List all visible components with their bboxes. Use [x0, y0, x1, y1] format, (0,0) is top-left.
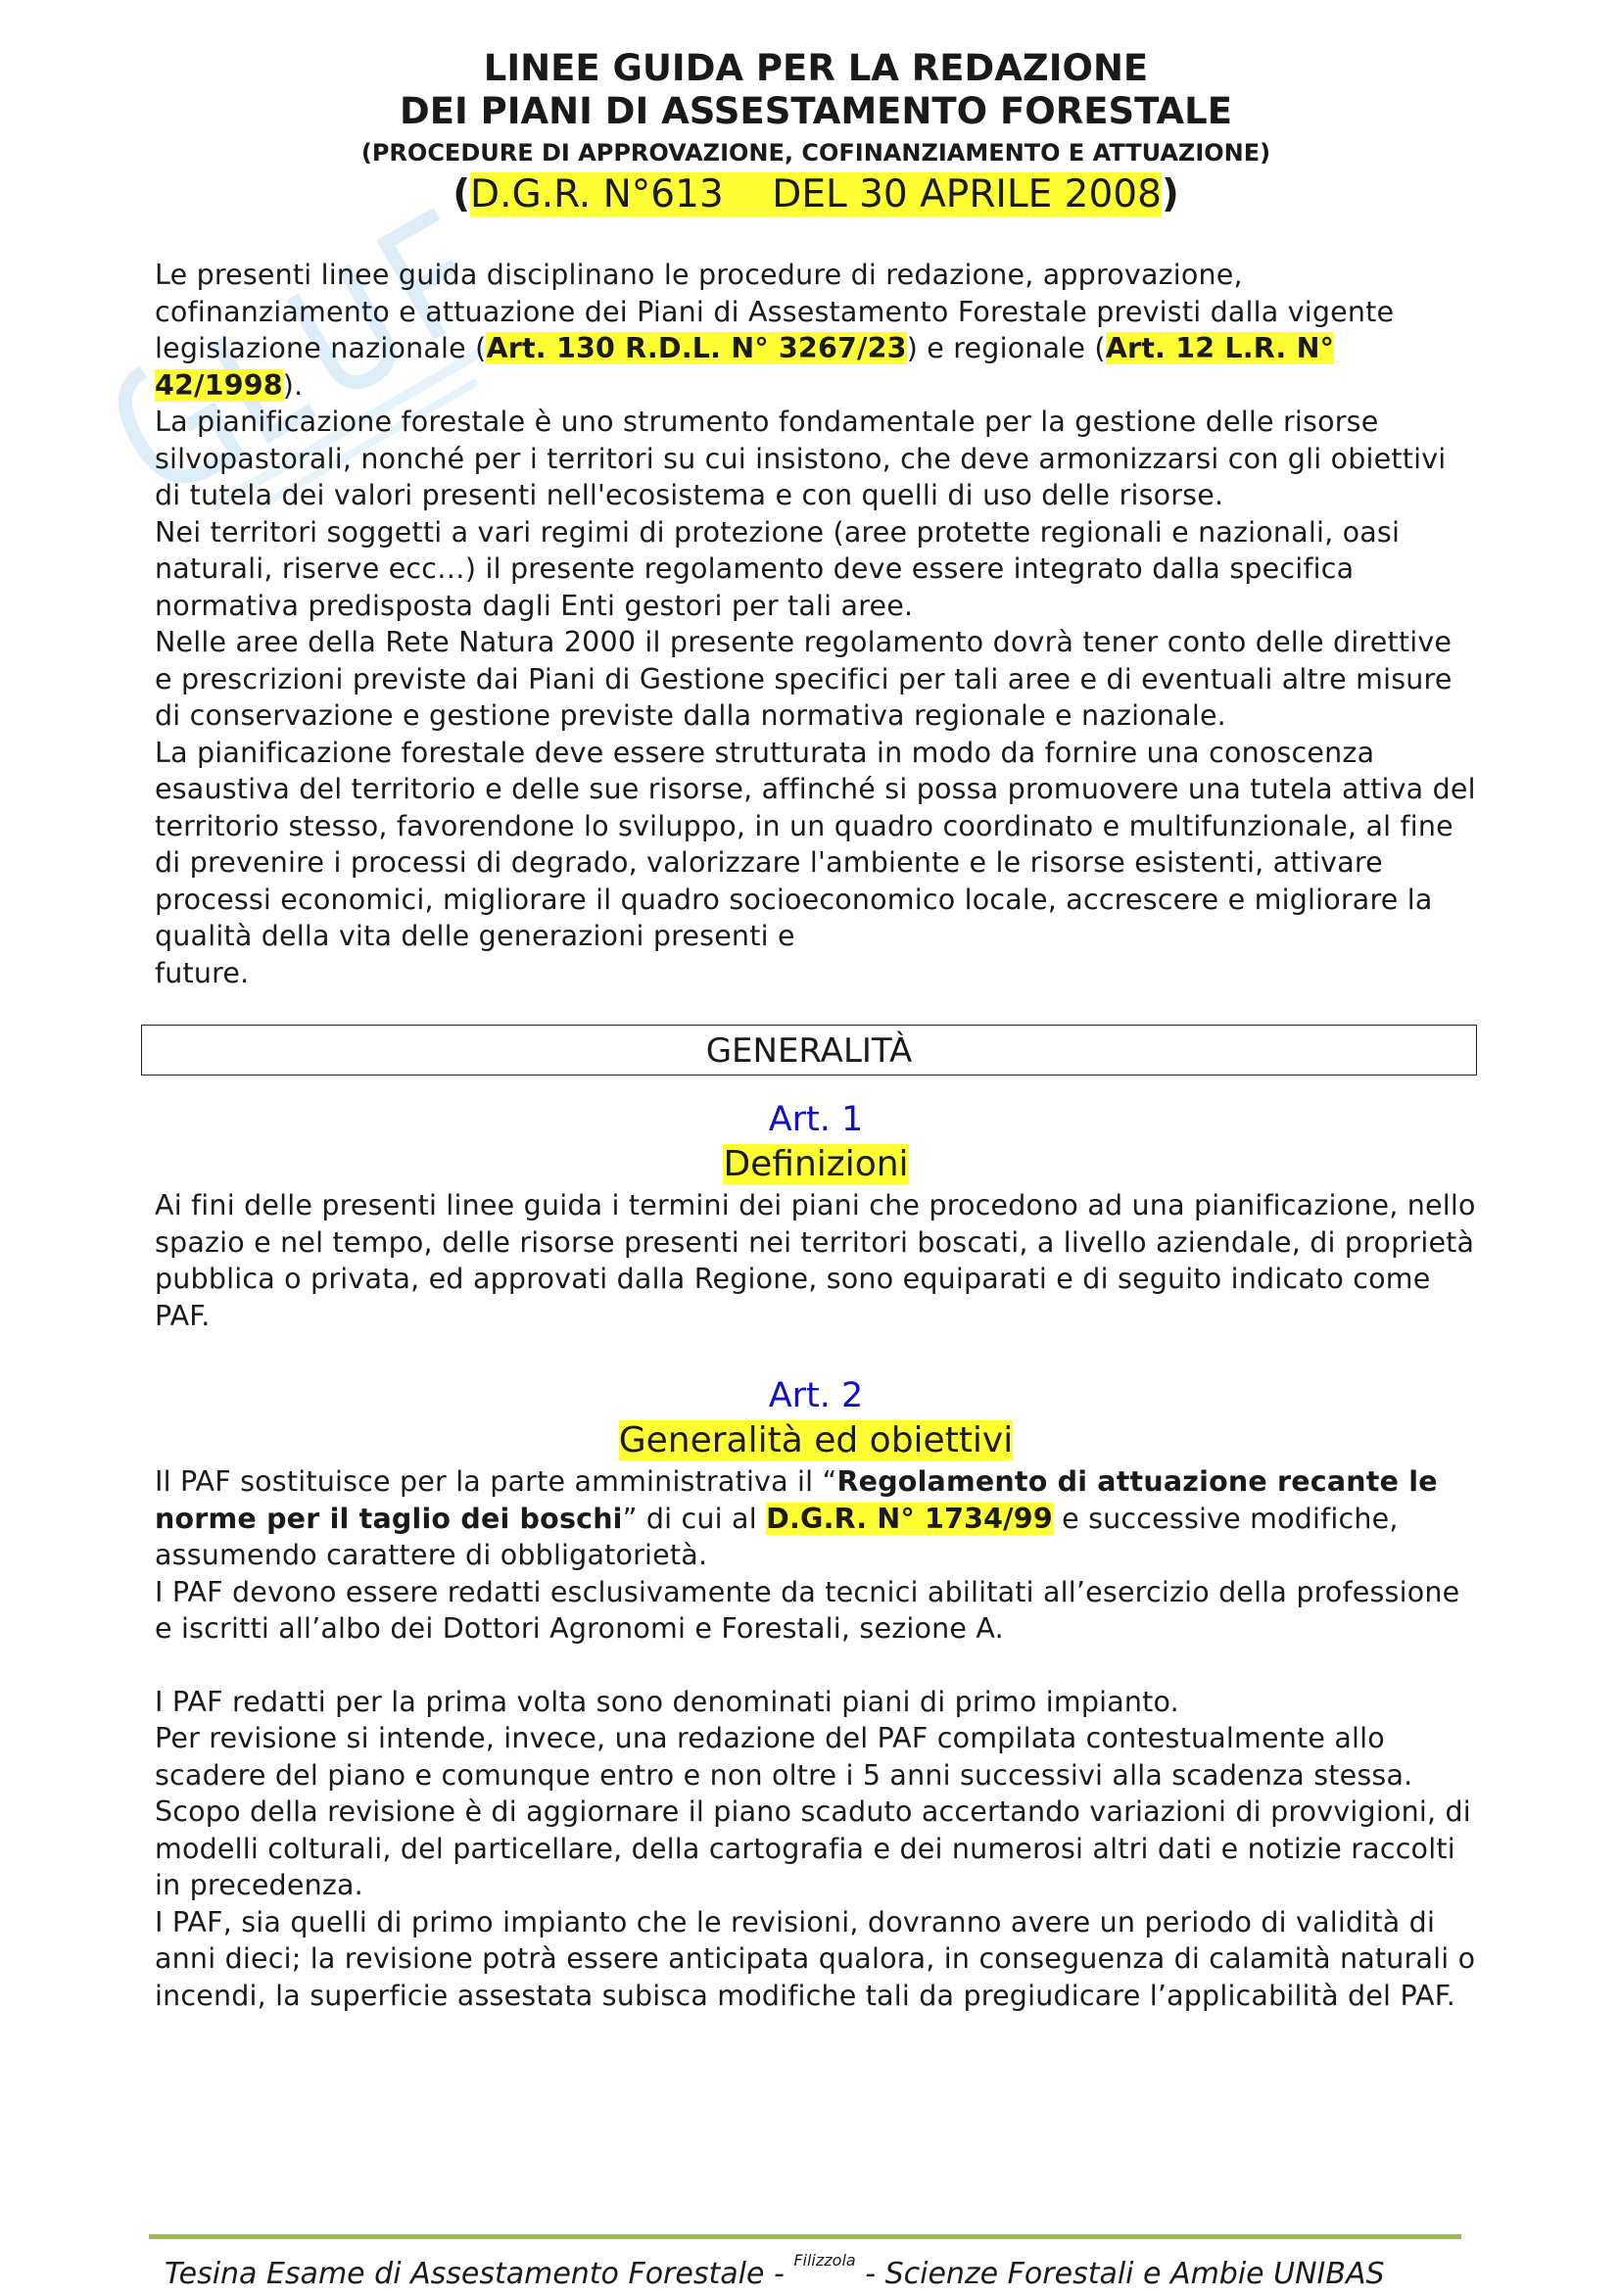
- subtitle-text: PROCEDURE DI APPROVAZIONE, COFINANZIAMENTO E ATTUAZIONE: [371, 139, 1261, 167]
- title-line-2: DEI PIANI DI ASSESTAMENTO FORESTALE: [400, 90, 1232, 132]
- article-1-title-row: [155, 1142, 1477, 1187]
- article-2-number: Art. 2: [768, 1376, 864, 1415]
- document-page: [155, 47, 1477, 2014]
- title-line-1: LINEE GUIDA PER LA REDAZIONE: [483, 47, 1149, 89]
- footer-left: Tesina Esame di Assestamento Forestale -: [165, 2257, 794, 2291]
- article-1: [155, 1097, 1477, 1334]
- dgr-reference-text: D.G.R. N°613 DEL 30 APRILE 2008: [470, 172, 1162, 216]
- law-ref-lr: Art. 12 L.R. N° 42/1998: [155, 332, 1335, 402]
- footer-right: - Scienze Forestali e Ambie UNIBAS: [855, 2257, 1385, 2291]
- article-2-title-row: [155, 1418, 1477, 1463]
- intro-paragraph-5: La pianificazione forestale deve essere strutturata in modo da fornire una conoscenza esaustiva del territorio e delle sue risorse, affinché si possa promuovere una tutela attiva del territorio stesso, favorendone lo sviluppo, in un quadro coordinato e multifunzionale, al fine di prevenire i processi di degrado, valorizzare l'ambiente e le risorse esistenti, attivare processi economici, migliorare il quadro socioeconomico locale, accrescere e migliorare la qualità della vita delle generazioni presenti e: [155, 736, 1476, 952]
- article-2-paragraph-4: Per revisione si intende, invece, una redazione del PAF compilata contestualmente allo scadere del piano e comunque entro e non oltre i 5 anni successivi alla scadenza stessa. Scopo della revisione è di aggiornare il piano scaduto accertando variazioni di provvigioni, di modelli colturali, del particellare, della cartografia e dei numerosi altri dati e notizie raccolti in precedenza.: [155, 1722, 1471, 1901]
- art2-p1-mid: ” di cui al: [622, 1502, 767, 1535]
- article-2-title: Generalità ed obiettivi: [618, 1420, 1014, 1460]
- paragraph-spacer: [155, 1648, 1477, 1684]
- article-2-paragraph-1: [155, 1463, 1477, 1574]
- article-1-text: Ai fini delle presenti linee guida i termini dei piani che procedono ad una pianificazione, nello spazio e nel tempo, delle risorse presenti nei territori boscati, a livello aziendale, di proprietà pubblica o privata, ed approvati dalla Regione, sono equiparati e di seguito indicato come PAF.: [155, 1189, 1476, 1332]
- intro-p1-end: ).: [282, 368, 304, 402]
- dgr-1734-ref: D.G.R. N° 1734/99: [766, 1502, 1053, 1535]
- intro-p1-mid: ) e regionale (: [906, 332, 1106, 364]
- footer-author: Filizzola: [793, 2251, 856, 2270]
- intro-section: [155, 257, 1477, 991]
- law-ref-rdl: Art. 130 R.D.L. N° 3267/23: [486, 332, 907, 364]
- intro-paragraph-5-end: future.: [155, 956, 250, 989]
- intro-paragraph-2: La pianificazione forestale è uno strumento fondamentale per la gestione delle risorse silvopastorali, nonché per i territori su cui insistono, che deve armonizzarsi con gli obiettivi di tutela dei valori presenti nell'ecosistema e con quelli di uso delle risorse.: [155, 406, 1447, 511]
- article-2-paragraph-5: I PAF, sia quelli di primo impianto che le revisioni, dovranno avere un periodo di validità di anni dieci; la revisione potrà essere anticipata qualora, in conseguenza di calamità naturali o incendi, la superficie assestata subisca modifiche tali da pregiudicare l’applicabilità del PAF.: [155, 1905, 1476, 2012]
- regulation-title: Regolamento di attuazione recante le norme per il taglio dei boschi: [155, 1465, 1438, 1535]
- article-2: [155, 1373, 1477, 2014]
- dgr-reference: (D.G.R. N°613 DEL 30 APRILE 2008): [453, 172, 1179, 216]
- article-1-title: Definizioni: [723, 1144, 909, 1184]
- intro-paragraph-3: Nei territori soggetti a vari regimi di protezione (aree protette regionali e nazionali, oasi naturali, riserve ecc…) il presente regolamento deve essere integrato dalla specifica normativa predisposta dagli Enti gestori per tali aree.: [155, 515, 1401, 622]
- article-1-number: Art. 1: [768, 1100, 864, 1139]
- article-2-paragraph-2: I PAF devono essere redatti esclusivamente da tecnici abilitati all’esercizio della professione e iscritti all’albo dei Dottori Agronomi e Forestali, sezione A.: [155, 1575, 1460, 1645]
- article-2-body: [155, 1463, 1477, 2014]
- intro-paragraph-4: Nelle aree della Rete Natura 2000 il presente regolamento dovrà tener conto delle direttive e prescrizioni previste dai Piani di Gestione specifici per tali aree e di eventuali altre misure di conservazione e gestione previste dalla normativa regionale e nazionale.: [155, 626, 1453, 732]
- page-footer: [165, 2239, 1467, 2296]
- section-heading-generalita: GENERALITÀ: [141, 1025, 1477, 1076]
- subtitle: (PROCEDURE DI APPROVAZIONE, COFINANZIAMENTO E ATTUAZIONE): [360, 139, 1271, 167]
- intro-p1-text: Le presenti linee guida disciplinano le procedure di redazione, approvazione, cofinanziamento e attuazione dei Piani di Assestamento Forestale previsti dalla vigente legislazione nazionale (: [155, 259, 1395, 364]
- article-2-paragraph-3: I PAF redatti per la prima volta sono denominati piani di primo impianto.: [155, 1685, 1179, 1718]
- art2-p1-start: Il PAF sostituisce per la parte amministrativa il “: [155, 1465, 837, 1498]
- intro-paragraph-1: [155, 257, 1477, 404]
- art2-p1-end: e successive modifiche, assumendo carattere di obbligatorietà.: [155, 1502, 1399, 1571]
